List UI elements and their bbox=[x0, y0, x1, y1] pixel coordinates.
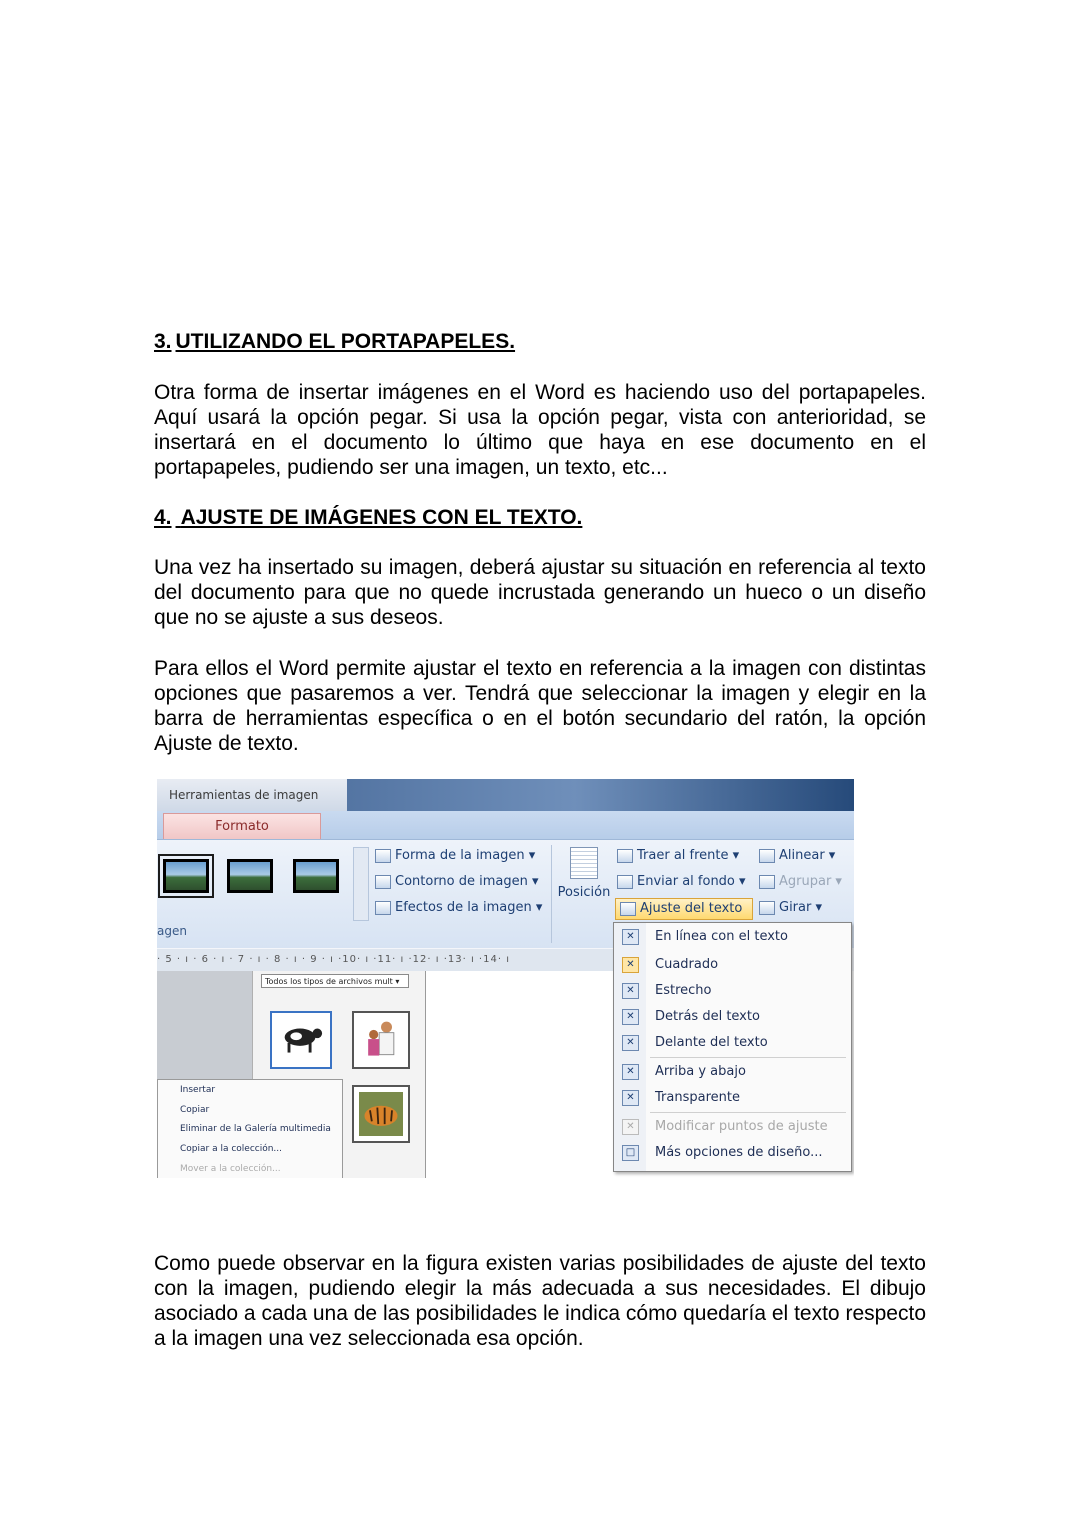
menu-label: Estrecho bbox=[655, 983, 712, 998]
efectos-label: Efectos de la imagen ▾ bbox=[395, 900, 543, 915]
clip-people[interactable] bbox=[352, 1011, 410, 1069]
menu-delante[interactable] bbox=[614, 1031, 851, 1055]
menu-separator bbox=[650, 1112, 846, 1113]
menu-label: En línea con el texto bbox=[655, 929, 788, 944]
effects-icon bbox=[375, 901, 391, 915]
pen-icon bbox=[375, 875, 391, 889]
menu-en-linea[interactable] bbox=[614, 925, 851, 949]
menu-separator bbox=[650, 1057, 846, 1058]
traer-label: Traer al frente ▾ bbox=[637, 848, 740, 863]
tab-formato[interactable]: Formato bbox=[163, 813, 321, 841]
behind-text-icon: ✕ bbox=[622, 1009, 639, 1025]
wrap-text-menu bbox=[613, 922, 852, 1172]
forma-imagen-button[interactable] bbox=[375, 848, 535, 863]
align-icon bbox=[759, 849, 775, 863]
section-4-number: 4. bbox=[154, 506, 172, 529]
bring-front-icon bbox=[617, 849, 633, 863]
girar-label: Girar ▾ bbox=[779, 900, 822, 915]
edit-points-icon: ✕ bbox=[622, 1119, 639, 1135]
section-4-paragraph-3: Como puede observar en la figura existen varias posibilidades de ajuste del texto con la imagen, pudiendo elegir la más adecuada a sus necesidades. El dibujo asociado a cada una de las posibilidades le indica cómo quedaría el texto respecto a la imagen una vez seleccionada esa opción. bbox=[154, 1252, 926, 1350]
menu-label: Modificar puntos de ajuste bbox=[655, 1119, 828, 1134]
menu-label: Detrás del texto bbox=[655, 1009, 760, 1024]
menu-mas-opciones[interactable] bbox=[614, 1141, 851, 1165]
top-bottom-icon: ✕ bbox=[622, 1064, 639, 1080]
menu-transparente[interactable] bbox=[614, 1086, 851, 1110]
tight-wrap-icon: ✕ bbox=[622, 983, 639, 999]
menu-detras[interactable] bbox=[614, 1005, 851, 1029]
traer-frente-button[interactable] bbox=[617, 848, 739, 863]
menu-label: Arriba y abajo bbox=[655, 1064, 746, 1079]
menu-cuadrado[interactable] bbox=[614, 953, 851, 977]
menu-label: Delante del texto bbox=[655, 1035, 768, 1050]
alinear-label: Alinear ▾ bbox=[779, 848, 836, 863]
ctx-insertar[interactable]: Insertar bbox=[180, 1085, 216, 1095]
gallery-scroll[interactable] bbox=[353, 847, 369, 921]
menu-label: Más opciones de diseño... bbox=[655, 1145, 823, 1160]
layout-options-icon: □ bbox=[622, 1145, 639, 1161]
contorno-label: Contorno de imagen ▾ bbox=[395, 874, 539, 889]
forma-label: Forma de la imagen ▾ bbox=[395, 848, 536, 863]
posicion-button[interactable] bbox=[554, 847, 614, 917]
posicion-label: Posición bbox=[557, 885, 611, 900]
people-icon bbox=[359, 1018, 403, 1062]
square-wrap-icon: ✕ bbox=[622, 957, 639, 973]
ctx-copiar[interactable]: Copiar bbox=[180, 1105, 210, 1115]
file-types-combo[interactable]: Todos los tipos de archivos mult ▾ bbox=[261, 974, 409, 988]
picture-style-3[interactable] bbox=[293, 859, 339, 893]
menu-label: Cuadrado bbox=[655, 957, 719, 972]
alinear-button[interactable] bbox=[759, 848, 835, 863]
inline-wrap-icon: ✕ bbox=[622, 929, 639, 945]
enviar-label: Enviar al fondo ▾ bbox=[637, 874, 746, 889]
ctx-mover-coleccion[interactable]: Mover a la colección... bbox=[180, 1164, 281, 1174]
front-text-icon: ✕ bbox=[622, 1035, 639, 1051]
section-4-paragraph-1: Una vez ha insertado su imagen, deberá ajustar su situación en referencia al texto del documento para que no quede incrustada generando un hueco o un diseño que no se ajuste a sus deseos. bbox=[154, 556, 926, 629]
clip-context-menu bbox=[157, 1079, 343, 1178]
through-wrap-icon: ✕ bbox=[622, 1090, 639, 1106]
rotate-icon bbox=[759, 901, 775, 915]
contorno-imagen-button[interactable] bbox=[375, 874, 539, 889]
girar-button[interactable] bbox=[759, 900, 822, 915]
agrupar-label: Agrupar ▾ bbox=[779, 874, 842, 889]
picture-style-2[interactable] bbox=[227, 859, 273, 893]
ajuste-texto-button[interactable] bbox=[615, 898, 753, 920]
ctx-eliminar[interactable]: Eliminar de la Galería multimedia bbox=[180, 1124, 331, 1134]
wrap-icon bbox=[620, 902, 636, 916]
section-3-heading bbox=[154, 330, 515, 354]
section-4-paragraph-2: Para ellos el Word permite ajustar el texto en referencia a la imagen con distintas opciones que pasaremos a ver. Tendrá que seleccionar la imagen y elegir en la barra de herramientas específica o en el botón secundario del ratón, la opción Ajuste de texto. bbox=[154, 657, 926, 755]
ruler: · 5 · ı · 6 · ı · 7 · ı · 8 · ı · 9 · ı ·10· ı ·11· ı ·12· ı ·13· ı ·14· ı bbox=[157, 949, 614, 972]
section-4-title: AJUSTE DE IMÁGENES CON EL TEXTO. bbox=[180, 506, 583, 529]
clip-tiger[interactable] bbox=[352, 1085, 410, 1143]
position-icon bbox=[570, 847, 598, 879]
menu-modificar-puntos[interactable] bbox=[614, 1115, 851, 1139]
send-back-icon bbox=[617, 875, 633, 889]
ajuste-label: Ajuste del texto bbox=[640, 901, 743, 916]
ribbon-divider bbox=[551, 845, 552, 943]
menu-estrecho[interactable] bbox=[614, 979, 851, 1003]
word-ribbon-figure bbox=[157, 779, 854, 1178]
group-label: agen bbox=[157, 924, 187, 938]
enviar-fondo-button[interactable] bbox=[617, 874, 746, 889]
ctx-copiar-coleccion[interactable]: Copiar a la colección... bbox=[180, 1144, 283, 1154]
menu-arriba-abajo[interactable] bbox=[614, 1060, 851, 1084]
group-icon bbox=[759, 875, 775, 889]
clip-cow[interactable] bbox=[270, 1011, 332, 1069]
tiger-icon bbox=[359, 1092, 403, 1136]
picture-style-1[interactable] bbox=[163, 859, 209, 893]
cow-icon bbox=[277, 1018, 325, 1056]
document-area bbox=[426, 971, 614, 1178]
menu-label: Transparente bbox=[655, 1090, 740, 1105]
agrupar-button[interactable] bbox=[759, 874, 842, 889]
section-4-heading bbox=[154, 506, 582, 530]
context-tab-title: Herramientas de imagen bbox=[157, 779, 347, 811]
efectos-imagen-button[interactable] bbox=[375, 900, 542, 915]
section-3-paragraph: Otra forma de insertar imágenes en el Word es haciendo uso del portapapeles. Aquí usará la opción pegar. Si usa la opción pegar, vista con anterioridad, se insertará en el documento lo último que haya en ese documento en el portapapeles, pudiendo ser una imagen, un texto, etc... bbox=[154, 381, 926, 479]
shape-icon bbox=[375, 849, 391, 863]
section-3-number: 3. bbox=[154, 330, 172, 353]
section-3-title: UTILIZANDO EL PORTAPAPELES. bbox=[175, 330, 516, 353]
